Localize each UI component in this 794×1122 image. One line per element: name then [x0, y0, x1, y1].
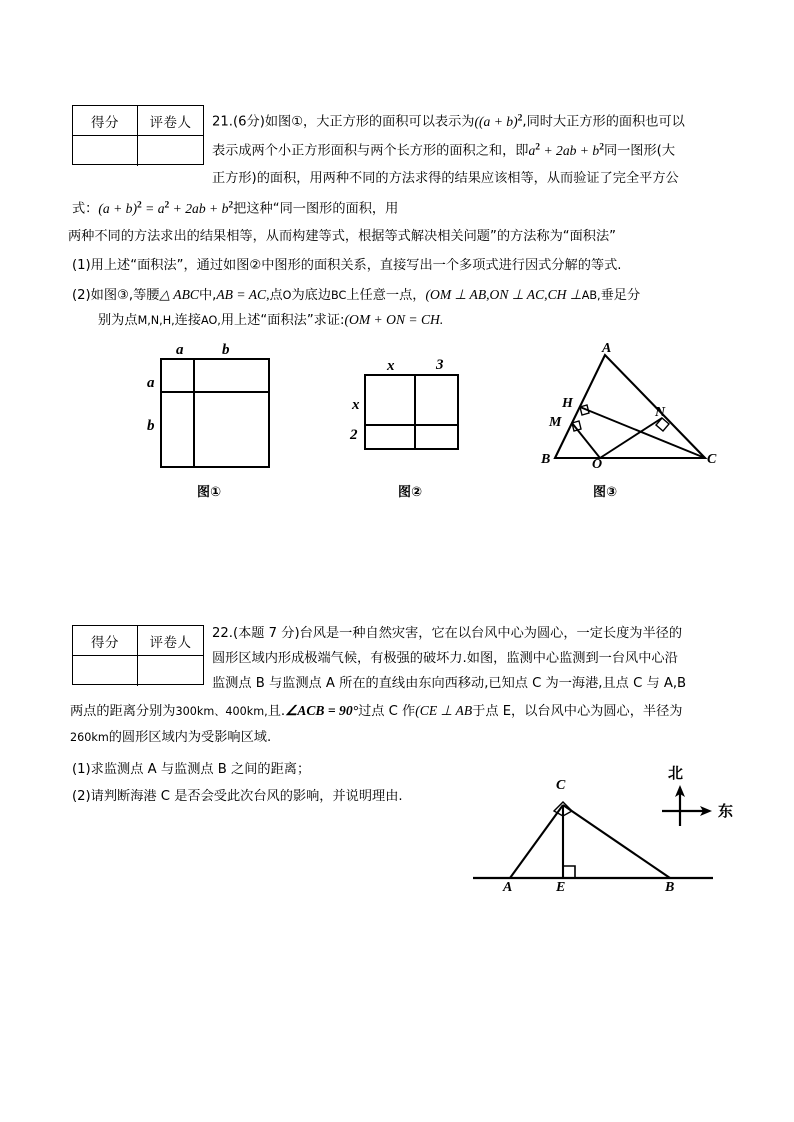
p21-l7f: O	[282, 289, 292, 302]
fig3-segment-on	[600, 418, 662, 458]
fig2-label-top-right: 3	[436, 357, 444, 373]
fig2-top-edge	[364, 374, 459, 376]
p22-l5b: 的圆形区域内为受影响区域.	[108, 730, 272, 745]
fig3-caption: 图③	[593, 485, 618, 500]
figure-1	[160, 358, 270, 468]
fig22-point-b: B	[665, 880, 675, 895]
p21-l2b: $a^2 + 2ab + b^2$	[528, 142, 604, 158]
fig1-horizontal-divider	[160, 391, 270, 393]
fig1-bottom-edge	[160, 466, 270, 468]
compass-east-label: 东	[718, 802, 734, 820]
figure-2	[364, 374, 459, 450]
grader-value-cell-22[interactable]	[138, 656, 203, 686]
score-value-cell[interactable]	[73, 136, 138, 166]
p21-l8d: AO,	[201, 314, 221, 327]
fig3-right-angle-h	[580, 405, 589, 415]
fig3-segment-om	[572, 423, 600, 458]
p21-line-6: (1)用上述“面积法”，通过如图②中图形的面积关系，直接写出一个多项式进行因式分解的等式.	[72, 258, 622, 273]
p22-line-3: 监测点 B 与监测点 A 所在的直线由东向西移动,已知点 C 为一海港,且点 C 与 A,B	[212, 676, 687, 691]
p21-l1b: ($(a + b)^2$	[474, 113, 523, 129]
fig22-point-c: C	[556, 778, 566, 793]
p21-line-4	[72, 201, 398, 216]
p21-l4a: 式：	[72, 201, 99, 217]
p21-l7a: (2)如图③,等腰	[72, 288, 160, 303]
p21-l7j: (OM ⊥ AB,ON ⊥ AC,CH ⊥	[425, 287, 582, 302]
fig2-horizontal-divider	[364, 424, 459, 426]
fig3-point-a: A	[602, 341, 612, 356]
p21-l8c: 连接	[174, 313, 202, 328]
fig2-label-top-left: x	[387, 358, 395, 374]
p22-l4g: 于点 E，以台风中心为圆心，半径为	[472, 704, 683, 719]
p21-l7h: BC	[331, 289, 347, 302]
p21-l8b: M,N,H,	[137, 314, 175, 327]
compass-north-label: 北	[668, 764, 684, 782]
p21-l7e: 点	[269, 288, 283, 303]
p22-l4b: 300km、400km,	[175, 705, 268, 718]
p22-l4a: 两点的距离分别为	[70, 704, 176, 719]
p22-l4d: ∠ACB = 90°	[285, 703, 359, 718]
score-value-cell-22[interactable]	[73, 656, 138, 686]
fig3-point-n: N	[655, 405, 666, 420]
fig3-point-o: O	[592, 457, 603, 472]
score-header-cell-22: 得分	[73, 626, 138, 656]
p21-l7i: 上任意一点，	[346, 288, 426, 303]
p21-l1a: 21.(6分)如图①，大正方形的面积可以表示为	[212, 114, 475, 130]
p21-line-2	[212, 143, 675, 158]
fig3-point-m: M	[549, 415, 562, 430]
p21-l7c: 中,	[198, 288, 217, 303]
p21-l7k: AB,	[581, 289, 601, 302]
p22-question-2: (2)请判断海港 C 是否会受此次台风的影响，并说明理由.	[72, 789, 403, 804]
p21-l4-formula: $(a + b)^2 = a^2 + 2ab + b^2$	[98, 200, 234, 216]
fig22-segment-ac	[510, 805, 563, 878]
grader-header-cell-22: 评卷人	[138, 626, 203, 656]
fig3-triangle-abc	[555, 355, 705, 458]
score-table-22	[72, 625, 204, 685]
p22-l4f: (CE ⊥ AB	[415, 703, 473, 718]
p21-line-8	[98, 313, 443, 327]
p22-question-1: (1)求监测点 A 与监测点 B 之间的距离；	[72, 762, 311, 777]
p21-line-3: 正方形)的面积，用两种不同的方法求得的结果应该相等，从而验证了完全平方公	[212, 171, 679, 186]
grader-header-cell: 评卷人	[138, 106, 203, 136]
p22-line-1: 22.(本题 7 分)台风是一种自然灾害，它在以台风中心为圆心，一定长度为半径的	[212, 626, 683, 641]
fig2-label-left-bottom: 2	[350, 427, 358, 443]
p21-line-7	[72, 288, 640, 302]
fig1-label-top-right: b	[222, 342, 230, 358]
p21-line-1	[212, 114, 685, 129]
p22-line-5	[70, 731, 271, 744]
p21-l7b: △ ABC	[159, 287, 199, 302]
p21-l8a: 别为点	[98, 313, 138, 328]
p21-l4e: 把这种“同一图形的面积，用	[233, 201, 399, 217]
p22-line-4	[70, 704, 682, 718]
p21-l1c: ,同时大正方形的面积也可以	[522, 114, 685, 130]
fig1-label-left-bottom: b	[147, 418, 155, 434]
grader-value-cell[interactable]	[138, 136, 203, 166]
p22-line-2: 圆形区域内形成极端气候，有极强的破坏力.如图，监测中心监测到一台风中心沿	[212, 651, 678, 666]
fig2-caption: 图②	[398, 485, 423, 500]
p21-l8e: 用上述“面积法”求证:	[220, 313, 345, 328]
p21-l7d: AB = AC,	[216, 287, 270, 302]
fig3-point-b: B	[541, 452, 551, 467]
p22-l4c: 且.	[267, 704, 286, 719]
fig3-segment-ch	[580, 407, 705, 458]
p21-line-5: 两种不同的方法求出的结果相等，从而构建等式，根据等式解决相关问题”的方法称为“面积法”	[68, 229, 616, 244]
fig22-right-angle-e	[563, 866, 575, 878]
fig2-left-edge	[364, 374, 366, 450]
score-header-cell: 得分	[73, 106, 138, 136]
score-table-21	[72, 105, 204, 165]
fig22-point-a: A	[503, 880, 513, 895]
fig2-label-left-top: x	[352, 397, 360, 413]
p21-l8f: (OM + ON = CH.	[344, 312, 444, 327]
p21-l7l: 垂足分	[600, 288, 641, 303]
fig2-vertical-divider	[414, 374, 416, 450]
p21-l2d: 同一图形(大	[603, 143, 676, 159]
fig1-vertical-divider	[193, 358, 195, 468]
fig1-caption: 图①	[197, 485, 222, 500]
p22-l4e: 过点 C 作	[358, 704, 416, 719]
fig2-bottom-edge	[364, 448, 459, 450]
fig1-label-left-top: a	[147, 375, 155, 391]
p21-l2a: 表示成两个小正方形面积与两个长方形的面积之和，即	[212, 143, 529, 159]
fig1-left-edge	[160, 358, 162, 468]
fig22-point-e: E	[556, 880, 566, 895]
fig3-point-c: C	[707, 452, 717, 467]
fig1-right-edge	[268, 358, 270, 468]
fig3-point-h: H	[562, 396, 573, 411]
p22-l5a: 260km	[70, 731, 109, 744]
p21-l7g: 为底边	[291, 288, 332, 303]
fig1-label-top-left: a	[176, 342, 184, 358]
fig2-right-edge	[457, 374, 459, 450]
